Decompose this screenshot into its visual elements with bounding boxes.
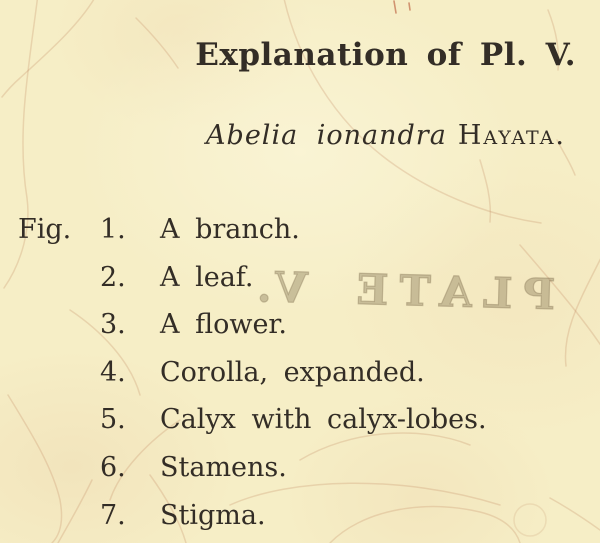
- fig-label-spacer: [0, 254, 100, 302]
- figure-number: 6.: [100, 451, 126, 483]
- figure-list: [0, 206, 600, 539]
- fig-label-spacer: [0, 301, 100, 349]
- figure-description: A branch.: [160, 214, 300, 245]
- figure-list-row: [0, 492, 600, 540]
- figure-list-row: [0, 301, 600, 349]
- figure-description: A leaf.: [160, 261, 254, 293]
- fig-label-spacer: [0, 349, 100, 397]
- species-author: Hayata.: [457, 120, 566, 151]
- figure-description: Stigma.: [160, 499, 266, 531]
- figure-description: A flower.: [160, 309, 287, 341]
- figure-list-row: [0, 206, 600, 254]
- plate-bleed-through-text: PLATE V.: [245, 261, 556, 320]
- fig-label-spacer: [0, 444, 100, 492]
- figure-description: Calyx with calyx-lobes.: [160, 404, 487, 436]
- figure-description: Stamens.: [160, 451, 287, 483]
- figure-number: 4.: [100, 356, 126, 388]
- figure-number: 3.: [100, 309, 126, 341]
- figure-list-row: [0, 349, 600, 397]
- species-name: Abelia ionandra: [206, 120, 447, 151]
- fig-label: Fig.: [18, 214, 72, 245]
- figure-number: 5.: [100, 404, 126, 436]
- figure-number: 7.: [100, 499, 126, 531]
- figure-number: 2.: [100, 261, 126, 293]
- figure-number: 1.: [100, 214, 126, 245]
- fig-label-spacer: [0, 492, 100, 540]
- figure-description: Corolla, expanded.: [160, 356, 425, 388]
- figure-list-row: [0, 254, 600, 302]
- species-line: [206, 122, 566, 149]
- fig-label-spacer: [0, 396, 100, 444]
- page-title: Explanation of Pl. V.: [195, 37, 576, 73]
- figure-list-row: [0, 444, 600, 492]
- figure-list-row: [0, 396, 600, 444]
